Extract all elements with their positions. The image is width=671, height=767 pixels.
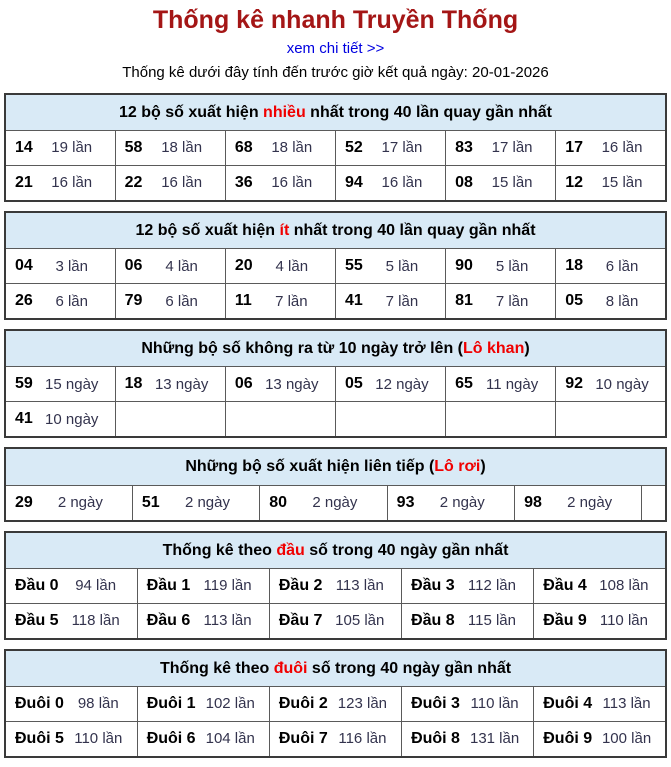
pair-number: 21	[15, 173, 33, 191]
pair-number: 41	[15, 410, 33, 428]
pair-number: Đầu 3	[411, 576, 455, 594]
number-count-pair	[556, 292, 665, 310]
stat-cell	[5, 485, 132, 521]
table-row	[5, 402, 666, 438]
pair-count: 100 lần	[601, 730, 652, 748]
stat-cell	[387, 485, 514, 521]
table-row	[5, 367, 666, 402]
pair-number: 81	[455, 292, 473, 310]
table-header-text: )	[524, 340, 530, 358]
pair-count: 8 lần	[605, 292, 639, 310]
pair-count: 119 lần	[203, 577, 252, 595]
stat-cell	[534, 568, 666, 603]
stat-cell	[5, 568, 137, 603]
number-count-pair	[270, 695, 401, 713]
number-count-pair	[402, 577, 533, 595]
pair-count: 113 lần	[602, 695, 651, 713]
pair-count: 113 lần	[335, 577, 384, 595]
table-row	[5, 130, 666, 165]
pair-count: 116 lần	[338, 730, 387, 748]
number-count-pair	[534, 730, 665, 748]
number-count-pair	[260, 494, 386, 512]
number-count-pair	[556, 139, 665, 157]
table-header-keyword: Lô rơi	[434, 458, 481, 476]
number-count-pair	[6, 612, 137, 630]
pair-count: 6 lần	[605, 257, 639, 275]
table-row	[5, 686, 666, 721]
number-count-pair	[226, 174, 335, 192]
table-row	[5, 721, 666, 757]
pair-count: 115 lần	[467, 612, 516, 630]
stat-cell	[446, 130, 556, 165]
table-header-keyword: ít	[279, 221, 290, 239]
pair-number: 92	[565, 375, 584, 393]
stat-cell	[260, 485, 387, 521]
number-count-pair	[6, 410, 115, 428]
pair-number: 20	[234, 257, 253, 275]
pair-count: 2 ngày	[57, 494, 103, 511]
table-header-text: 12 bộ số xuất hiện	[119, 103, 264, 121]
stat-cell	[132, 485, 259, 521]
pair-count: 16 lần	[271, 174, 313, 192]
pair-count: 7 lần	[385, 292, 419, 310]
stat-cell	[556, 367, 666, 402]
pair-number: Đuôi 2	[278, 694, 328, 712]
pair-count: 110 lần	[74, 730, 123, 748]
pair-count: 17 lần	[381, 139, 423, 157]
pair-count: 102 lần	[205, 695, 255, 713]
pair-number: 59	[15, 375, 33, 393]
pair-number: 58	[124, 138, 143, 156]
stats-date-note: Thống kê dưới đây tính đến trước giờ kết quả ngày: 20-01-2026	[122, 63, 549, 81]
pair-count: 2 ngày	[567, 494, 613, 511]
table-lo-khan	[4, 329, 667, 438]
pair-count: 110 lần	[470, 695, 519, 713]
stat-cell	[402, 568, 534, 603]
pair-number: 29	[15, 493, 33, 511]
pair-count: 15 ngày	[45, 375, 99, 393]
table-header-dau-so	[5, 532, 666, 569]
table-header-text: nhất trong 40 lần quay gần nhất	[305, 103, 552, 121]
pair-count: 10 ngày	[595, 375, 649, 393]
pair-number: 14	[15, 138, 33, 156]
stat-cell	[556, 130, 666, 165]
pair-number: Đuôi 1	[146, 694, 196, 712]
pair-count: 123 lần	[337, 695, 388, 713]
number-count-pair	[270, 730, 401, 748]
stat-cell	[402, 686, 534, 721]
stat-cell	[137, 686, 269, 721]
pair-number: Đầu 1	[146, 576, 191, 594]
stat-cell	[137, 568, 269, 603]
pair-count: 112 lần	[467, 577, 516, 595]
table-header-keyword: đầu	[276, 541, 305, 559]
number-count-pair	[133, 494, 259, 512]
pair-number: Đuôi 9	[543, 729, 593, 747]
number-count-pair	[6, 695, 137, 713]
stat-cell	[556, 284, 666, 320]
number-count-pair	[116, 375, 225, 393]
pair-number: Đầu 8	[411, 611, 455, 629]
stat-cell	[446, 165, 556, 201]
stat-cell	[335, 130, 445, 165]
page-title: Thống kê nhanh Truyền Thống	[152, 6, 519, 34]
pair-number: 52	[344, 138, 363, 156]
pair-number: 18	[124, 375, 143, 393]
stat-cell	[137, 603, 269, 639]
table-header-text: Thống kê theo	[159, 659, 274, 677]
pair-count: 2 ngày	[439, 494, 485, 511]
pair-number: Đầu 7	[278, 611, 323, 629]
pair-number: 68	[234, 138, 253, 156]
pair-number: Đầu 5	[15, 611, 59, 629]
pair-number: 41	[344, 292, 363, 310]
number-count-pair	[402, 695, 533, 713]
pair-number: 05	[565, 292, 584, 310]
table-header-duoi-so	[5, 650, 666, 687]
number-count-pair	[226, 139, 335, 157]
pair-count: 7 lần	[275, 292, 308, 310]
pair-number: 90	[455, 257, 473, 275]
stat-cell	[335, 367, 445, 402]
pair-number: Đầu 9	[543, 611, 587, 629]
stat-cell	[225, 130, 335, 165]
number-count-pair	[446, 375, 555, 393]
stat-cell	[5, 721, 137, 757]
table-header-text: Những bộ số không ra từ 10 ngày trở lên (	[141, 340, 463, 358]
stat-cell	[534, 721, 666, 757]
pair-number: 06	[124, 257, 143, 275]
pair-number: 12	[565, 173, 584, 191]
pair-number: 51	[141, 493, 160, 511]
stat-cell	[225, 284, 335, 320]
pair-number: 22	[124, 173, 143, 191]
number-count-pair	[556, 257, 665, 275]
number-count-pair	[336, 257, 445, 275]
pair-number: 83	[455, 138, 473, 156]
number-count-pair	[138, 695, 269, 713]
stat-cell	[515, 485, 642, 521]
stat-cell	[5, 686, 137, 721]
table-row	[5, 284, 666, 320]
empty-cell	[225, 402, 335, 438]
table-row	[5, 485, 666, 521]
number-count-pair	[6, 139, 115, 157]
stat-cell	[446, 284, 556, 320]
stat-cell	[137, 721, 269, 757]
number-count-pair	[556, 375, 665, 393]
pair-number: 26	[15, 292, 33, 310]
stat-cell	[269, 568, 401, 603]
number-count-pair	[534, 577, 665, 595]
empty-cell	[556, 402, 666, 438]
number-count-pair	[336, 139, 445, 157]
pair-number: 08	[455, 173, 473, 191]
number-count-pair	[446, 292, 555, 310]
number-count-pair	[6, 174, 115, 192]
stat-cell	[115, 249, 225, 284]
stat-cell	[225, 165, 335, 201]
pair-number: 17	[565, 138, 584, 156]
pair-number: 65	[455, 375, 473, 393]
pair-count: 110 lần	[599, 612, 648, 630]
pair-number: Đầu 4	[543, 576, 587, 594]
pair-count: 98 lần	[77, 695, 119, 713]
empty-cell	[115, 402, 225, 438]
stat-cell	[5, 284, 115, 320]
stat-cell	[335, 165, 445, 201]
pair-number: 18	[565, 257, 584, 275]
table-header-lo-roi	[5, 448, 666, 485]
number-count-pair	[270, 612, 401, 630]
number-count-pair	[6, 375, 115, 393]
number-count-pair	[6, 257, 115, 275]
detail-link[interactable]: xem chi tiết >>	[286, 39, 385, 57]
pair-number: Đầu 0	[15, 576, 59, 594]
stat-cell	[402, 721, 534, 757]
table-header-text: )	[480, 458, 486, 476]
number-count-pair	[336, 292, 445, 310]
pair-count: 94 lần	[75, 577, 117, 595]
stat-cell	[5, 367, 115, 402]
pair-count: 2 ngày	[312, 494, 358, 511]
table-dau-so	[4, 531, 667, 640]
number-count-pair	[116, 139, 225, 157]
number-count-pair	[402, 730, 533, 748]
pair-count: 2 ngày	[184, 494, 230, 511]
number-count-pair	[534, 695, 665, 713]
pair-number: 80	[269, 493, 288, 511]
number-count-pair	[336, 174, 445, 192]
pair-count: 18 lần	[271, 139, 313, 157]
pair-count: 13 ngày	[265, 375, 319, 393]
number-count-pair	[138, 730, 269, 748]
pair-count: 16 lần	[601, 139, 643, 157]
table-row	[5, 568, 666, 603]
pair-count: 16 lần	[161, 174, 203, 192]
table-header-text: số trong 40 ngày gần nhất	[307, 659, 512, 677]
number-count-pair	[116, 292, 225, 310]
stat-cell	[5, 130, 115, 165]
table-row	[5, 603, 666, 639]
number-count-pair	[226, 375, 335, 393]
pair-count: 104 lần	[205, 730, 255, 748]
pair-number: 94	[344, 173, 363, 191]
stat-cell	[5, 603, 137, 639]
pair-count: 3 lần	[55, 257, 88, 275]
number-count-pair	[6, 494, 132, 512]
table-header-most-frequent	[5, 94, 666, 131]
pair-count: 18 lần	[161, 139, 203, 157]
pair-count: 15 lần	[491, 174, 533, 192]
pair-number: 11	[234, 292, 252, 310]
pair-count: 105 lần	[335, 612, 385, 630]
stat-cell	[269, 721, 401, 757]
stat-cell	[225, 367, 335, 402]
stat-cell	[534, 603, 666, 639]
pair-number: Đuôi 3	[411, 694, 460, 712]
number-count-pair	[226, 257, 335, 275]
number-count-pair	[336, 375, 445, 393]
number-count-pair	[138, 577, 269, 595]
table-header-text: 12 bộ số xuất hiện	[135, 221, 280, 239]
pair-count: 16 lần	[51, 174, 93, 192]
pair-number: 04	[15, 257, 33, 275]
stat-cell	[115, 130, 225, 165]
pair-count: 17 lần	[491, 139, 533, 157]
pair-number: 98	[524, 493, 542, 511]
pair-count: 4 lần	[165, 257, 198, 275]
pair-number: Đuôi 6	[146, 729, 196, 747]
stat-cell	[5, 249, 115, 284]
stat-cell	[225, 249, 335, 284]
table-header-lo-khan	[5, 330, 666, 367]
stat-cell	[115, 165, 225, 201]
table-header-keyword: nhiều	[263, 103, 306, 121]
pair-count: 15 lần	[601, 174, 643, 192]
pair-number: 93	[396, 493, 415, 511]
pair-number: Đuôi 7	[278, 729, 328, 747]
number-count-pair	[226, 292, 335, 310]
stat-cell	[335, 284, 445, 320]
number-count-pair	[402, 612, 533, 630]
number-count-pair	[6, 730, 137, 748]
pair-count: 6 lần	[165, 292, 198, 310]
pair-count: 7 lần	[495, 292, 529, 310]
pair-number: Đuôi 5	[15, 729, 64, 747]
pair-number: 36	[234, 173, 253, 191]
pair-count: 16 lần	[381, 174, 423, 192]
number-count-pair	[116, 257, 225, 275]
stat-cell	[115, 284, 225, 320]
table-header-text: số trong 40 ngày gần nhất	[304, 541, 509, 559]
stat-cell	[335, 249, 445, 284]
table-header-text: nhất trong 40 lần quay gần nhất	[289, 221, 536, 239]
number-count-pair	[6, 292, 115, 310]
table-header-keyword: đuôi	[273, 659, 308, 677]
stat-cell	[534, 686, 666, 721]
pair-count: 11 ngày	[485, 375, 539, 393]
table-most-frequent	[4, 93, 667, 202]
pair-number: 79	[124, 292, 143, 310]
stat-cell	[269, 686, 401, 721]
pair-number: 06	[234, 375, 253, 393]
stat-cell	[446, 249, 556, 284]
pair-count: 108 lần	[599, 577, 649, 595]
number-count-pair	[515, 494, 641, 512]
pair-number: 55	[344, 257, 363, 275]
stat-cell	[5, 402, 115, 438]
number-count-pair	[388, 494, 514, 512]
stat-cell	[556, 249, 666, 284]
pair-count: 19 lần	[51, 139, 93, 157]
number-count-pair	[446, 174, 555, 192]
pair-number: Đầu 2	[278, 576, 323, 594]
pair-number: Đuôi 4	[543, 694, 593, 712]
empty-cell	[335, 402, 445, 438]
pair-count: 131 lần	[469, 730, 520, 748]
table-least-frequent	[4, 211, 667, 320]
detail-link-line	[4, 40, 667, 57]
table-duoi-so	[4, 649, 667, 758]
empty-cell	[446, 402, 556, 438]
pair-count: 6 lần	[55, 292, 88, 310]
stat-cell	[402, 603, 534, 639]
pair-number: Đuôi 0	[15, 694, 64, 712]
stat-cell	[556, 165, 666, 201]
pair-number: Đuôi 8	[411, 729, 460, 747]
number-count-pair	[270, 577, 401, 595]
number-count-pair	[6, 577, 137, 595]
pair-count: 10 ngày	[45, 410, 99, 428]
pair-number: 05	[344, 375, 363, 393]
table-row	[5, 165, 666, 201]
table-header-least-frequent	[5, 212, 666, 249]
number-count-pair	[446, 257, 555, 275]
table-row	[5, 249, 666, 284]
tables	[4, 93, 667, 758]
pair-count: 5 lần	[385, 257, 419, 275]
pair-count: 113 lần	[203, 612, 252, 630]
pair-count: 12 ngày	[375, 375, 429, 393]
pair-count: 118 lần	[71, 612, 120, 630]
number-count-pair	[116, 174, 225, 192]
table-header-text: Những bộ số xuất hiện liên tiếp (	[185, 458, 435, 476]
stat-cell	[5, 165, 115, 201]
table-header-text: Thống kê theo	[162, 541, 277, 559]
stat-cell	[269, 603, 401, 639]
number-count-pair	[138, 612, 269, 630]
number-count-pair	[534, 612, 665, 630]
stat-cell	[446, 367, 556, 402]
pair-count: 4 lần	[275, 257, 309, 275]
number-count-pair	[556, 174, 665, 192]
table-header-keyword: Lô khan	[463, 340, 525, 358]
pair-count: 13 ngày	[154, 375, 209, 393]
table-lo-roi	[4, 447, 667, 521]
pair-number: Đầu 6	[146, 611, 191, 629]
empty-cell	[642, 485, 666, 521]
stat-cell	[115, 367, 225, 402]
pair-count: 5 lần	[495, 257, 529, 275]
number-count-pair	[446, 139, 555, 157]
